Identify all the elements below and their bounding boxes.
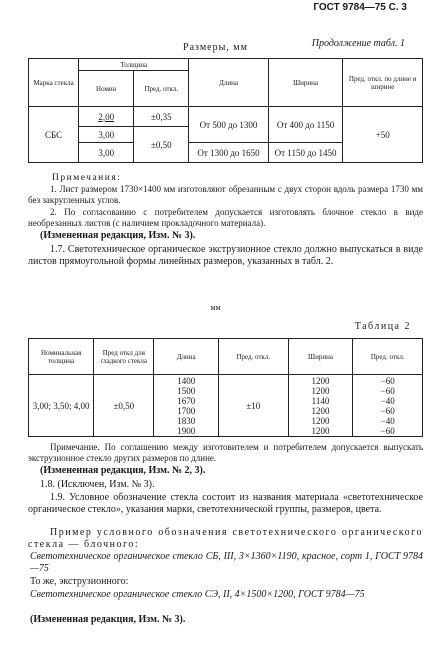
paragraph-1-7: 1.7. Светотехническое органическое экструзионное стекло должно выпускаться в виде листов прямоугольной формы линейных размеров, указанных в табл. 2. bbox=[28, 244, 423, 267]
t1-dev-2: ±0,50 bbox=[134, 127, 189, 163]
t2-dev-widths bbox=[353, 375, 423, 437]
t1-width-2: От 1150 до 1450 bbox=[268, 143, 343, 163]
paragraph-1-9: 1.9. Условное обозначение стекла состоит из названия материала «светотехническое органическое стекло», указания марки, светотехнической группы, размеров, цвета. bbox=[28, 492, 423, 515]
t1-head-dev: Пред. откл. bbox=[134, 71, 189, 107]
t1-width-1: От 400 до 1150 bbox=[268, 107, 343, 143]
t1-length-1: От 500 до 1300 bbox=[189, 107, 268, 143]
t2-head-nominal: Номинальная толщина bbox=[29, 339, 94, 375]
t2-length-cell: 1900 bbox=[177, 425, 196, 436]
t2-width-cell: 1140 bbox=[311, 395, 330, 406]
t1-mark: СБС bbox=[29, 107, 79, 163]
t2-head-length: Длина bbox=[154, 339, 219, 375]
t1-head-diag: Пред. откл. по длине и ширине bbox=[343, 59, 423, 107]
t2-dev-width-cell: −60 bbox=[380, 375, 395, 386]
table-1 bbox=[28, 58, 423, 163]
t2-dev-width-cell: −40 bbox=[380, 415, 395, 426]
example-2: Светотехническое органическое стекло СЭ, II, 4×1500×1200, ГОСТ 9784—75 bbox=[30, 589, 365, 600]
amendment-2: (Измененная редакция, Изм. № 2, 3). bbox=[40, 465, 206, 476]
t2-dev-width-cell: −40 bbox=[380, 395, 395, 406]
amendment-3: (Измененная редакция, Изм. № 3). bbox=[30, 614, 186, 625]
t1-head-thickness: Толщина bbox=[79, 59, 189, 71]
t2-width-cell: 1200 bbox=[311, 405, 330, 416]
t1-head-length: Длина bbox=[189, 59, 268, 107]
t2-length-cell: 1830 bbox=[177, 415, 196, 426]
t1-dev-1: ±0,35 bbox=[134, 107, 189, 127]
t1-length-2: От 1300 до 1650 bbox=[189, 143, 268, 163]
t2-dev-width-cell: −60 bbox=[380, 385, 395, 396]
page-header: ГОСТ 9784—75 С. 3 bbox=[313, 2, 407, 13]
t2-head-width: Ширина bbox=[288, 339, 353, 375]
t2-dev-width-cell: −60 bbox=[380, 405, 395, 416]
t2-width-cell: 1200 bbox=[311, 375, 330, 386]
t2-head-dev-len: Пред. откл. bbox=[219, 339, 289, 375]
table-continuation-label: Продолжение табл. 1 bbox=[311, 38, 405, 49]
t1-diag: +50 bbox=[343, 107, 423, 163]
t1-nominal-3: 3,00 bbox=[79, 143, 134, 163]
note-2: 2. По согласованию с потребителем допускается изготовлять блочное стекло в виде необрезанных листов (с наличием прокладочного материала). bbox=[28, 207, 423, 228]
table-2 bbox=[28, 338, 423, 437]
t2-dev-thick: ±0,50 bbox=[94, 375, 154, 437]
t2-length-cell: 1400 bbox=[177, 375, 196, 386]
t2-length-cell: 1700 bbox=[177, 405, 196, 416]
example-intro: Пример условного обозначения светотехнического органического стекла — блочного: bbox=[28, 527, 423, 550]
amendment-1: (Измененная редакция, Изм. № 3). bbox=[40, 230, 196, 241]
t1-head-width: Ширина bbox=[268, 59, 343, 107]
t2-head-dev-width: Пред. откл. bbox=[353, 339, 423, 375]
also-label: То же, экструзионного: bbox=[30, 576, 129, 587]
t2-width-cell: 1200 bbox=[311, 425, 330, 436]
paragraph-1-8: 1.8. (Исключен, Изм. № 3). bbox=[40, 479, 155, 490]
t1-head-nominal: Номин bbox=[79, 71, 134, 107]
t1-nominal-2: 3,00 bbox=[79, 127, 134, 143]
t1-head-mark: Марка стекла bbox=[29, 59, 79, 107]
t2-lengths bbox=[154, 375, 219, 437]
example-1: Светотехническое органическое стекло СБ, III, 3×1360×1190, красное, сорт 1, ГОСТ 9784—75 bbox=[30, 551, 423, 574]
t2-dev-len: ±10 bbox=[219, 375, 289, 437]
note-table2: Примечание. По соглашению между изготовителем и потребителем допускается выпускать экструзионное стекло других размеров по длине. bbox=[28, 442, 423, 463]
t2-head-dev-thick: Пред откл для гладкого стекла bbox=[94, 339, 154, 375]
t2-length-cell: 1670 bbox=[177, 395, 196, 406]
notes1-title: Примечания: bbox=[52, 173, 122, 183]
t1-nominal-1: 2,00 bbox=[79, 107, 134, 127]
t2-width-cell: 1200 bbox=[311, 415, 330, 426]
t2-widths bbox=[288, 375, 353, 437]
t2-dev-width-cell: −60 bbox=[380, 425, 395, 436]
t2-length-cell: 1500 bbox=[177, 385, 196, 396]
t2-width-cell: 1200 bbox=[311, 385, 330, 396]
table2-caption: Таблица 2 bbox=[354, 321, 411, 332]
t2-nominal: 3,00; 3,50; 4,00 bbox=[29, 375, 94, 437]
table2-units: мм bbox=[210, 303, 221, 312]
table1-caption: Размеры, мм bbox=[183, 42, 248, 53]
note-1: 1. Лист размером 1730×1400 мм изготовляют обрезанным с двух сторон вдоль размера 1730 мм без закругленных углов. bbox=[28, 184, 423, 205]
